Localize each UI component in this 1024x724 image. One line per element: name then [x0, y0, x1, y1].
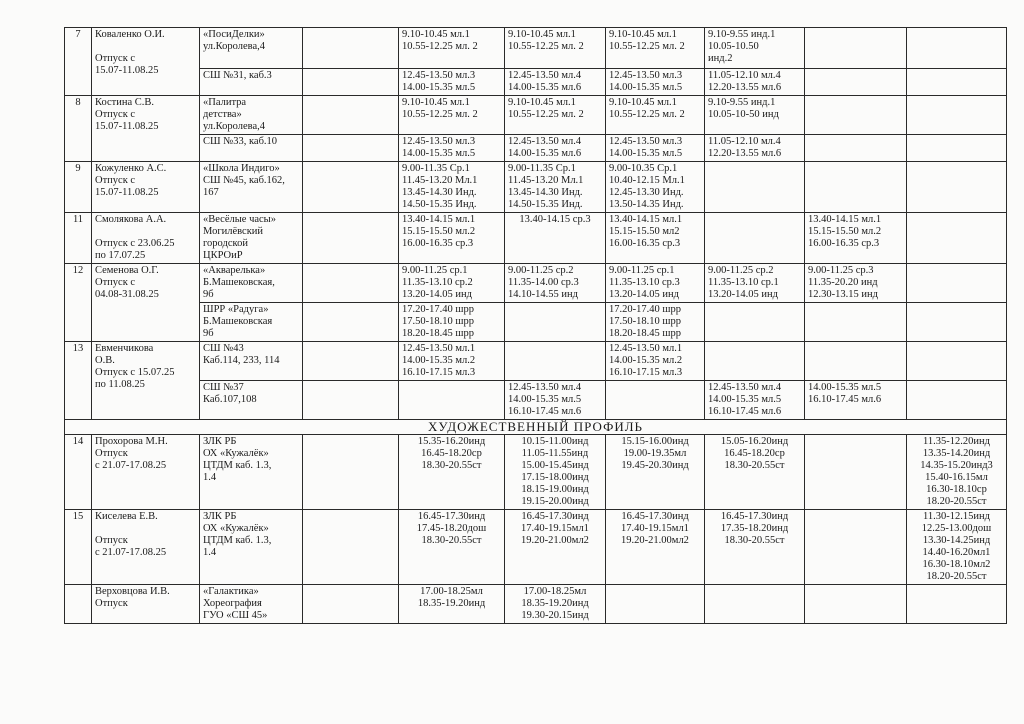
time-cell: 9.10-9.55 инд.1 10.05-10.50 инд.2 — [705, 28, 805, 69]
time-cell — [606, 381, 705, 420]
time-cell — [907, 135, 1007, 162]
time-cell: 9.10-9.55 инд.1 10.05-10-50 инд — [705, 96, 805, 135]
time-cell — [303, 213, 399, 264]
time-cell — [606, 585, 705, 624]
time-cell — [705, 162, 805, 213]
table-row — [65, 135, 1007, 162]
time-cell: 13.40-14.15 мл.1 15.15-15.50 мл.2 16.00-16.35 ср.3 — [399, 213, 505, 264]
table-row — [65, 435, 1007, 510]
place-cell: СШ №33, каб.10 — [200, 135, 303, 162]
time-cell: 17.20-17.40 шрр 17.50-18.10 шрр 18.20-18.45 шрр — [399, 303, 505, 342]
teacher-name: Смолякова А.А. Отпуск с 23.06.25 по 17.07.25 — [92, 213, 200, 264]
row-number: 9 — [65, 162, 92, 213]
table-row — [65, 342, 1007, 381]
time-cell: 9.10-10.45 мл.1 10.55-12.25 мл. 2 — [606, 28, 705, 69]
place-cell: «Палитра детства» ул.Королева,4 — [200, 96, 303, 135]
time-cell — [303, 135, 399, 162]
time-cell — [303, 381, 399, 420]
teacher-name: Прохорова М.Н. Отпуск с 21.07-17.08.25 — [92, 435, 200, 510]
time-cell: 12.45-13.50 мл.1 14.00-15.35 мл.2 16.10-17.15 мл.3 — [399, 342, 505, 381]
time-cell: 12.45-13.50 мл.3 14.00-15.35 мл.5 — [399, 135, 505, 162]
time-cell: 9.10-10.45 мл.1 10.55-12.25 мл. 2 — [505, 96, 606, 135]
time-cell — [303, 342, 399, 381]
time-cell: 11.05-12.10 мл.4 12.20-13.55 мл.6 — [705, 135, 805, 162]
table-row — [65, 264, 1007, 303]
row-number: 13 — [65, 342, 92, 420]
time-cell — [399, 381, 505, 420]
time-cell — [303, 303, 399, 342]
row-number: 14 — [65, 435, 92, 510]
row-number: 11 — [65, 213, 92, 264]
teacher-name: Кожуленко А.С. Отпуск с 15.07-11.08.25 — [92, 162, 200, 213]
row-number: 12 — [65, 264, 92, 342]
time-cell: 17.20-17.40 шрр 17.50-18.10 шрр 18.20-18.45 шрр — [606, 303, 705, 342]
time-cell: 15.35-16.20инд 16.45-18.20ср 18.30-20.55ст — [399, 435, 505, 510]
teacher-name: Семенова О.Г. Отпуск с 04.08-31.08.25 — [92, 264, 200, 342]
time-cell — [303, 69, 399, 96]
time-cell: 12.45-13.50 мл.4 14.00-15.35 мл.5 16.10-17.45 мл.6 — [705, 381, 805, 420]
teacher-name: Коваленко О.И. Отпуск с 15.07-11.08.25 — [92, 28, 200, 96]
time-cell — [805, 69, 907, 96]
time-cell — [907, 381, 1007, 420]
time-cell: 12.45-13.50 мл.3 14.00-15.35 мл.5 — [606, 135, 705, 162]
time-cell: 17.00-18.25мл 18.35-19.20инд — [399, 585, 505, 624]
place-cell: «Галактика» Хореография ГУО «СШ 45» — [200, 585, 303, 624]
place-cell: ЗЛК РБ ОХ «Кужалёк» ЦТДМ каб. 1.3, 1.4 — [200, 435, 303, 510]
time-cell: 12.45-13.50 мл.4 14.00-15.35 мл.6 — [505, 135, 606, 162]
time-cell: 13.40-14.15 мл.1 15.15-15.50 мл.2 16.00-16.35 ср.3 — [805, 213, 907, 264]
table-row — [65, 420, 1007, 435]
place-cell: «ПосиДелки» ул.Королева,4 — [200, 28, 303, 69]
place-cell: ШРР «Радуга» Б.Машековская 9б — [200, 303, 303, 342]
time-cell: 10.15-11.00инд 11.05-11.55инд 15.00-15.45инд 17.15-18.00инд 18.15-19.00инд 19.15-20.00инд — [505, 435, 606, 510]
time-cell: 12.45-13.50 мл.4 14.00-15.35 мл.5 16.10-17.45 мл.6 — [505, 381, 606, 420]
place-cell: «Акварелька» Б.Машековская, 9б — [200, 264, 303, 303]
time-cell — [907, 342, 1007, 381]
schedule-table — [64, 27, 1007, 624]
row-number: 8 — [65, 96, 92, 162]
time-cell — [907, 213, 1007, 264]
time-cell — [907, 69, 1007, 96]
time-cell: 15.05-16.20инд 16.45-18.20ср 18.30-20.55ст — [705, 435, 805, 510]
time-cell — [907, 303, 1007, 342]
teacher-name: Костина С.В. Отпуск с 15.07-11.08.25 — [92, 96, 200, 162]
time-cell: 9.00-11.35 Ср.1 11.45-13.20 Мл.1 13.45-14.30 Инд. 14.50-15.35 Инд. — [505, 162, 606, 213]
row-number: 7 — [65, 28, 92, 96]
time-cell: 9.10-10.45 мл.1 10.55-12.25 мл. 2 — [399, 96, 505, 135]
table-row — [65, 96, 1007, 135]
time-cell: 12.45-13.50 мл.1 14.00-15.35 мл.2 16.10-17.15 мл.3 — [606, 342, 705, 381]
time-cell: 16.45-17.30инд 17.40-19.15мл1 19.20-21.00мл2 — [505, 510, 606, 585]
teacher-name: Верховцова И.В. Отпуск — [92, 585, 200, 624]
place-cell: «Школа Индиго» СШ №45, каб.162, 167 — [200, 162, 303, 213]
time-cell — [805, 342, 907, 381]
time-cell — [805, 435, 907, 510]
table-row — [65, 510, 1007, 585]
time-cell: 9.10-10.45 мл.1 10.55-12.25 мл. 2 — [505, 28, 606, 69]
row-number: 15 — [65, 510, 92, 585]
time-cell: 16.45-17.30инд 17.40-19.15мл1 19.20-21.00мл2 — [606, 510, 705, 585]
time-cell — [805, 510, 907, 585]
time-cell: 9.00-11.25 ср.2 11.35-14.00 ср.3 14.10-14.55 инд — [505, 264, 606, 303]
teacher-name: Евменчикова О.В. Отпуск с 15.07.25 по 11.08.25 — [92, 342, 200, 420]
time-cell — [705, 213, 805, 264]
time-cell — [805, 28, 907, 69]
time-cell — [303, 585, 399, 624]
time-cell: 9.00-11.25 ср.1 11.35-13.10 ср.3 13.20-14.05 инд — [606, 264, 705, 303]
time-cell: 16.45-17.30инд 17.35-18.20инд 18.30-20.55ст — [705, 510, 805, 585]
time-cell — [907, 264, 1007, 303]
time-cell: 11.05-12.10 мл.4 12.20-13.55 мл.6 — [705, 69, 805, 96]
time-cell: 9.00-11.25 ср.1 11.35-13.10 ср.2 13.20-14.05 инд — [399, 264, 505, 303]
row-number — [65, 585, 92, 624]
time-cell: 9.00-10.35 Ср.1 10.40-12.15 Мл.1 12.45-13.30 Инд. 13.50-14.35 Инд. — [606, 162, 705, 213]
time-cell — [505, 342, 606, 381]
place-cell: «Весёлые часы» Могилёвский городской ЦКРОиР — [200, 213, 303, 264]
table-row — [65, 69, 1007, 96]
time-cell: 16.45-17.30инд 17.45-18.20дош 18.30-20.55ст — [399, 510, 505, 585]
teacher-name: Киселева Е.В. Отпуск с 21.07-17.08.25 — [92, 510, 200, 585]
table-row — [65, 28, 1007, 69]
table-row — [65, 303, 1007, 342]
time-cell: 14.00-15.35 мл.5 16.10-17.45 мл.6 — [805, 381, 907, 420]
time-cell: 13.40-14.15 мл.1 15.15-15.50 мл2 16.00-16.35 ср.3 — [606, 213, 705, 264]
time-cell — [705, 303, 805, 342]
time-cell — [303, 162, 399, 213]
time-cell: 13.40-14.15 ср.3 — [505, 213, 606, 264]
time-cell: 11.35-12.20инд 13.35-14.20инд 14.35-15.20инд3 15.40-16.15мл 16.30-18.10ср 18.20-20.55ст — [907, 435, 1007, 510]
time-cell — [805, 162, 907, 213]
place-cell: СШ №31, каб.3 — [200, 69, 303, 96]
time-cell — [303, 510, 399, 585]
time-cell: 17.00-18.25мл 18.35-19.20инд 19.30-20.15инд — [505, 585, 606, 624]
table-row — [65, 213, 1007, 264]
time-cell — [303, 96, 399, 135]
time-cell — [303, 435, 399, 510]
table-row — [65, 381, 1007, 420]
time-cell: 9.00-11.35 Ср.1 11.45-13.20 Мл.1 13.45-14.30 Инд. 14.50-15.35 Инд. — [399, 162, 505, 213]
time-cell — [505, 303, 606, 342]
time-cell: 9.10-10.45 мл.1 10.55-12.25 мл. 2 — [606, 96, 705, 135]
table-row — [65, 585, 1007, 624]
time-cell — [907, 162, 1007, 213]
place-cell: СШ №43 Каб.114, 233, 114 — [200, 342, 303, 381]
place-cell: ЗЛК РБ ОХ «Кужалёк» ЦТДМ каб. 1.3, 1.4 — [200, 510, 303, 585]
table-row — [65, 162, 1007, 213]
time-cell: 12.45-13.50 мл.3 14.00-15.35 мл.5 — [399, 69, 505, 96]
time-cell: 12.45-13.50 мл.4 14.00-15.35 мл.6 — [505, 69, 606, 96]
time-cell: 9.10-10.45 мл.1 10.55-12.25 мл. 2 — [399, 28, 505, 69]
time-cell — [805, 585, 907, 624]
time-cell — [303, 28, 399, 69]
time-cell — [907, 28, 1007, 69]
time-cell — [303, 264, 399, 303]
time-cell: 15.15-16.00инд 19.00-19.35мл 19.45-20.30инд — [606, 435, 705, 510]
time-cell: 11.30-12.15инд 12.25-13.00дош 13.30-14.25инд 14.40-16.20мл1 16.30-18.10мл2 18.20-20.55ст — [907, 510, 1007, 585]
section-title: ХУДОЖЕСТВЕННЫЙ ПРОФИЛЬ — [65, 420, 1007, 435]
time-cell — [907, 96, 1007, 135]
time-cell — [705, 342, 805, 381]
time-cell — [907, 585, 1007, 624]
time-cell — [805, 135, 907, 162]
time-cell — [805, 96, 907, 135]
time-cell: 12.45-13.50 мл.3 14.00-15.35 мл.5 — [606, 69, 705, 96]
place-cell: СШ №37 Каб.107,108 — [200, 381, 303, 420]
time-cell — [705, 585, 805, 624]
time-cell — [805, 303, 907, 342]
time-cell: 9.00-11.25 ср.2 11.35-13.10 ср.1 13.20-14.05 инд — [705, 264, 805, 303]
time-cell: 9.00-11.25 ср.3 11.35-20.20 инд 12.30-13.15 инд — [805, 264, 907, 303]
